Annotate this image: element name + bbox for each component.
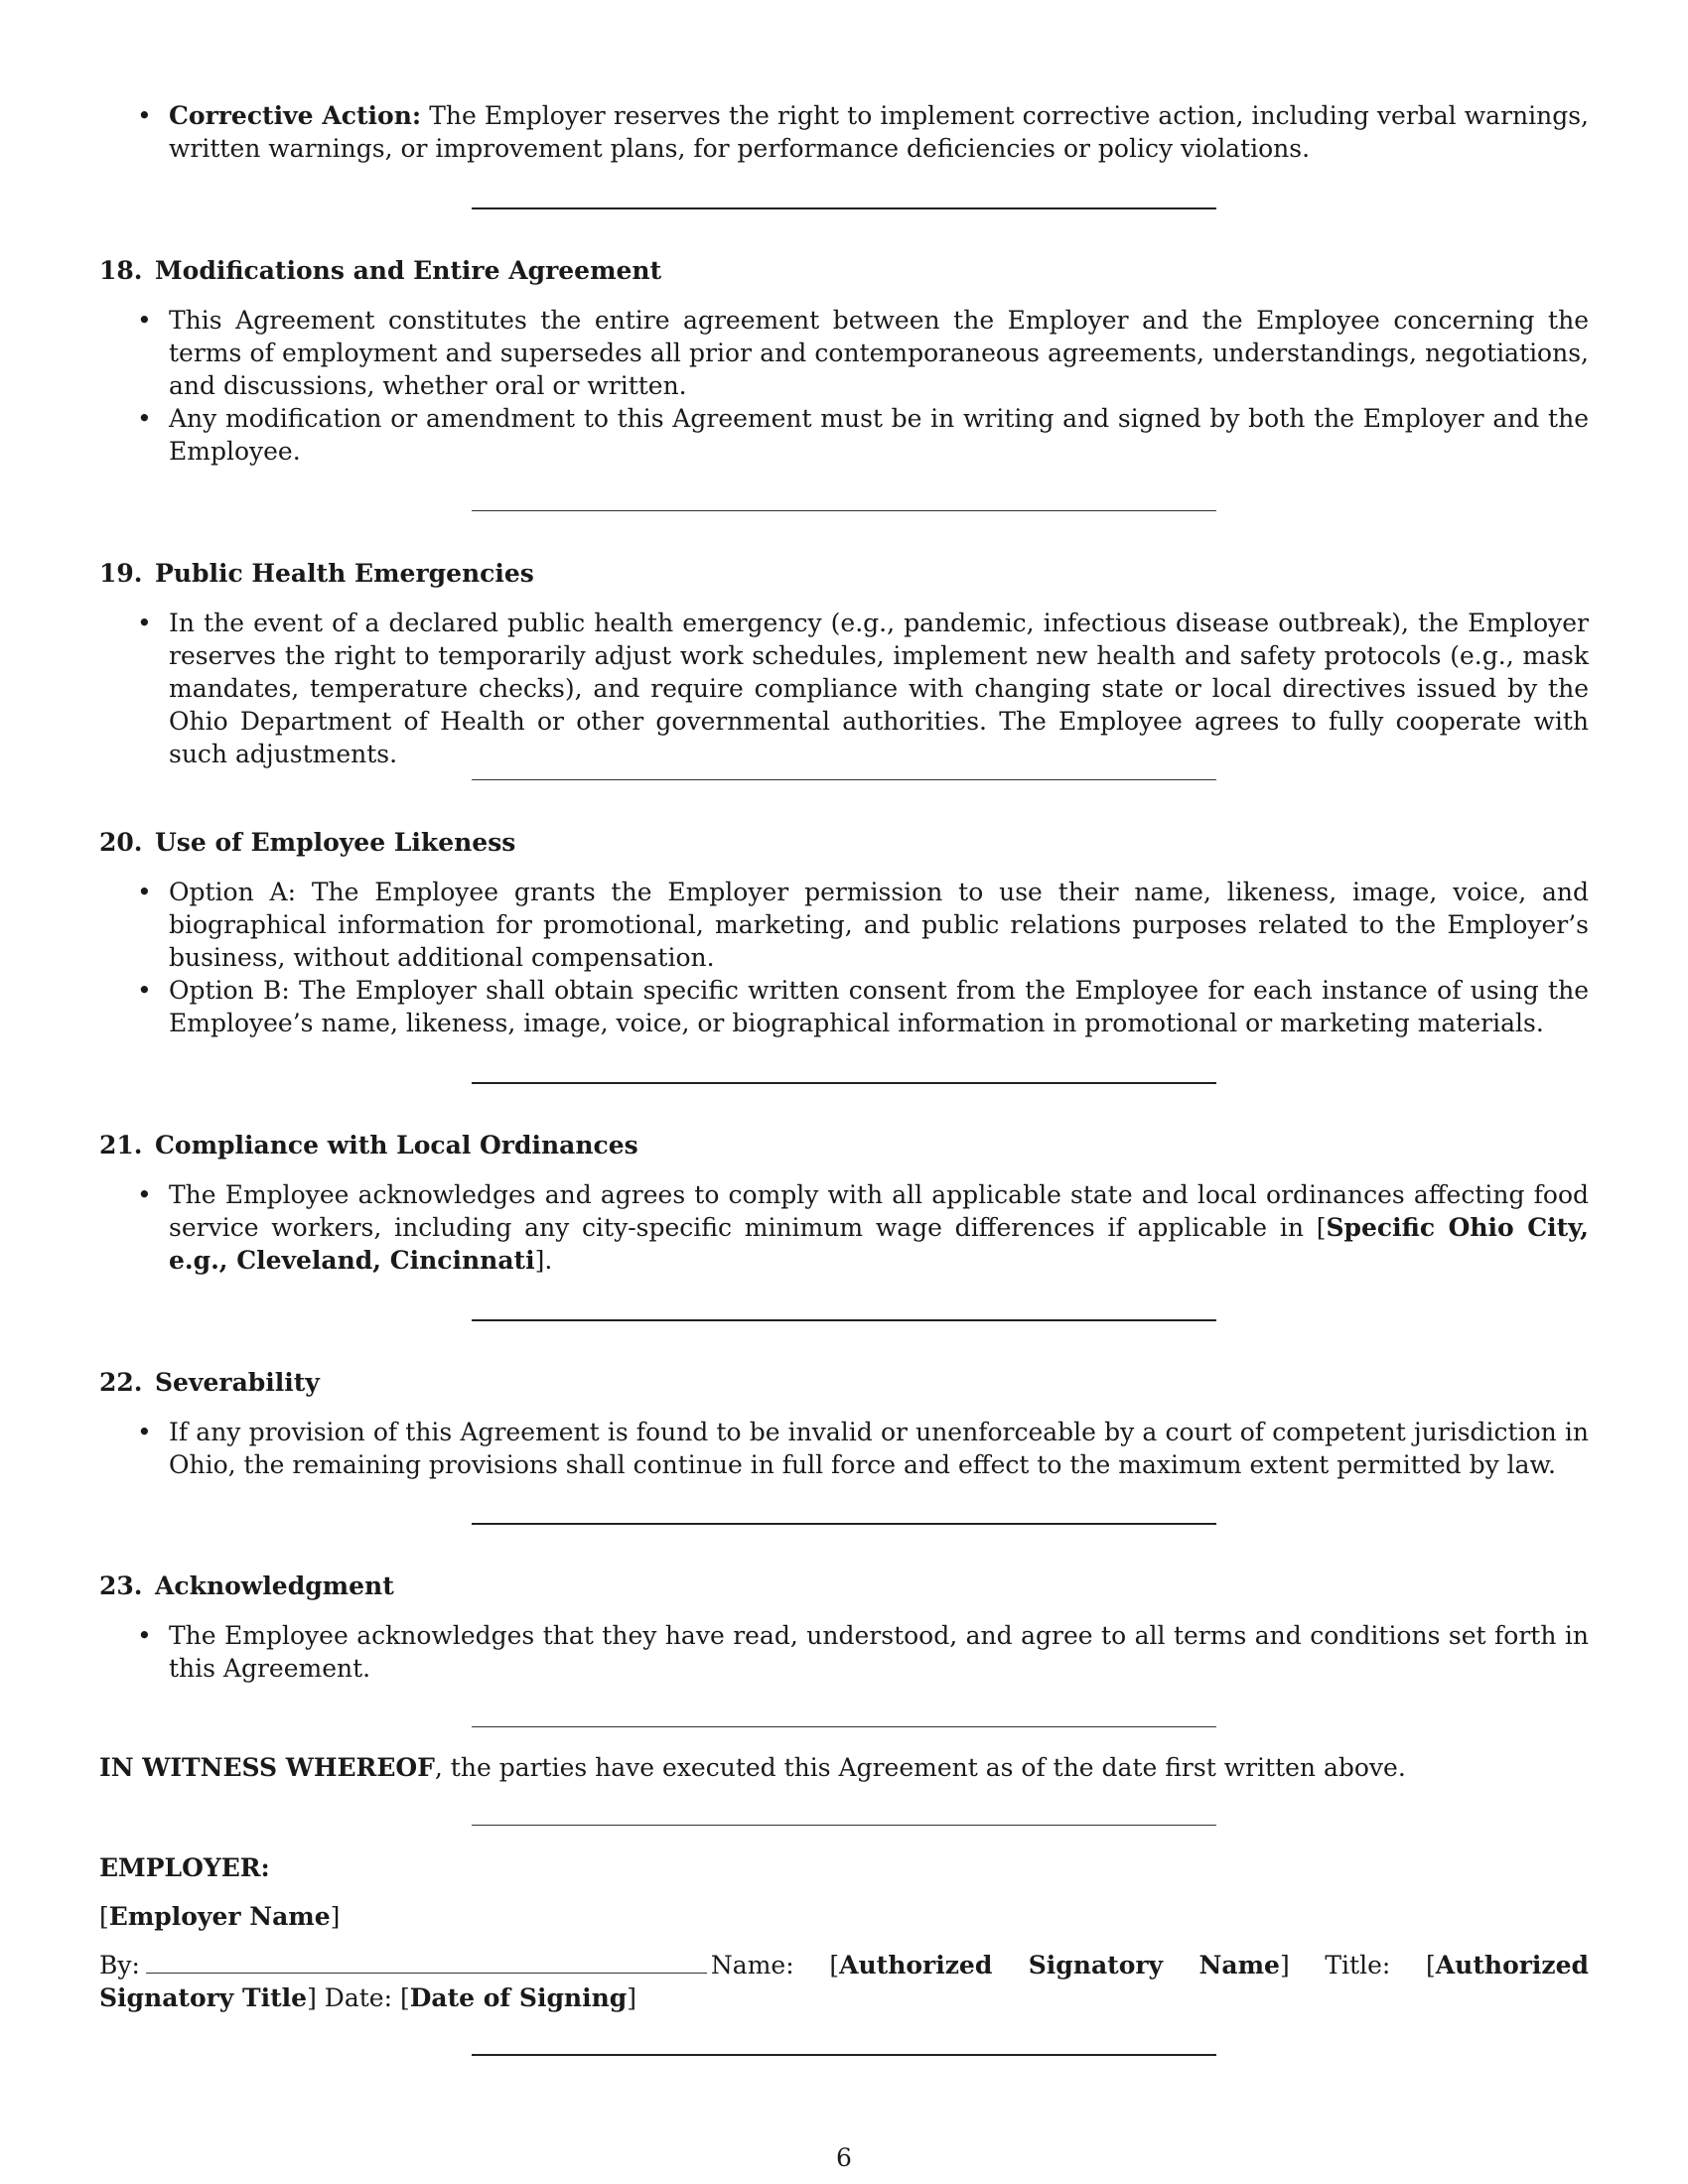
employer-name-placeholder: Employer Name [108, 1902, 331, 1931]
signature-line-block [99, 1949, 1589, 2014]
divider [472, 779, 1216, 780]
section-title: Acknowledgment [155, 1571, 394, 1600]
employer-heading [99, 1851, 1589, 1884]
signature-field[interactable] [146, 1949, 707, 1974]
section-title: Use of Employee Likeness [155, 828, 516, 857]
witness-clause [99, 1751, 1589, 1784]
section-18 [99, 254, 1589, 468]
section-number: 21. [99, 1131, 143, 1160]
city-placeholder: Specific Ohio City, e.g., Cleveland, Cincinnati [169, 1213, 1589, 1275]
bracket-close: ] [627, 1983, 637, 2012]
list-item [99, 99, 1589, 165]
item-text: The Employer reserves the right to implement corrective action, including verbal warnings, written warnings, or improvement plans, for performance deficiencies or policy violations. [169, 101, 1590, 163]
section-20 [99, 826, 1589, 1039]
list-item: • Option B: The Employer shall obtain specific written consent from the Employee for each instance of using the Employee’s name, likeness, image, voice, or biographical information in promotional or marketing materials. [99, 974, 1589, 1039]
section-number: 20. [99, 828, 143, 857]
section-17-continuation [99, 99, 1589, 165]
witness-text: , the parties have executed this Agreement as of the date first written above. [434, 1753, 1406, 1782]
divider [472, 1523, 1216, 1525]
divider [472, 1319, 1216, 1321]
divider [472, 2054, 1216, 2056]
divider [472, 1726, 1216, 1727]
list-item: • If any provision of this Agreement is found to be invalid or unenforceable by a court of competent jurisdiction in Ohio, the remaining provisions shall continue in full force and effect to the maximum extent permitted by law. [99, 1416, 1589, 1481]
item-label: Corrective Action: [169, 101, 422, 130]
section-heading [99, 254, 1589, 287]
signatory-title-placeholder: Authorized Signatory Title [99, 1951, 1589, 2012]
bracket-close: ] [330, 1902, 341, 1931]
name-label: Name: [ [710, 1951, 840, 1979]
section-number: 23. [99, 1571, 143, 1600]
date-placeholder: Date of Signing [409, 1983, 628, 2012]
list-item: • Option A: The Employee grants the Employer permission to use their name, likeness, image, voice, and biographical information for promotional, marketing, and public relations purposes related to the Employer’s business, without additional compensation. [99, 876, 1589, 974]
divider [472, 510, 1216, 511]
list-item: • The Employee acknowledges that they have read, understood, and agree to all terms and conditions set forth in this Agreement. [99, 1619, 1589, 1685]
section-title: Modifications and Entire Agreement [155, 256, 662, 285]
section-22 [99, 1366, 1589, 1481]
divider [472, 1825, 1216, 1826]
list-item [99, 1178, 1589, 1277]
list-item: • Any modification or amendment to this Agreement must be in writing and signed by both the Employer and the Employee. [99, 402, 1589, 468]
divider [472, 207, 1216, 209]
item-text: The Employee acknowledges and agrees to comply with all applicable state and local ordinances affecting food service workers, including any city-specific minimum wage differences if applicable in [ [169, 1180, 1589, 1242]
list-item: • This Agreement constitutes the entire agreement between the Employer and the Employee concerning the terms of employment and supersedes all prior and contemporaneous agreements, understandings, negotiations, and discussions, whether oral or written. [99, 304, 1589, 402]
section-number: 19. [99, 559, 143, 588]
witness-bold: IN WITNESS WHEREOF [99, 1753, 435, 1782]
section-heading [99, 557, 1589, 590]
employer-name [99, 1900, 1589, 1933]
employer-label: EMPLOYER: [99, 1853, 270, 1882]
section-21 [99, 1129, 1589, 1277]
section-title: Severability [155, 1368, 320, 1397]
item-text-end: ]. [534, 1246, 553, 1275]
section-19 [99, 557, 1589, 770]
list-item: • In the event of a declared public health emergency (e.g., pandemic, infectious disease outbreak), the Employer reserves the right to temporarily adjust work schedules, implement new health and safety protocols (e.g., mask mandates, temperature checks), and require compliance with changing state or local directives issued by the Ohio Department of Health or other governmental authorities. The Employee agrees to fully cooperate with such adjustments. [99, 607, 1589, 770]
section-title: Public Health Emergencies [155, 559, 534, 588]
section-23 [99, 1570, 1589, 1685]
section-number: 18. [99, 256, 143, 285]
page-number: 6 [836, 2143, 852, 2172]
section-heading [99, 1129, 1589, 1161]
title-label: ] Title: [ [1279, 1951, 1436, 1979]
section-title: Compliance with Local Ordinances [155, 1131, 638, 1160]
document-page [99, 0, 1589, 2184]
section-heading [99, 826, 1589, 859]
section-heading [99, 1570, 1589, 1602]
signatory-name-placeholder: Authorized Signatory Name [839, 1951, 1280, 1979]
section-heading [99, 1366, 1589, 1399]
date-label: ] Date: [ [307, 1983, 410, 2012]
section-number: 22. [99, 1368, 143, 1397]
by-label: By: [99, 1951, 140, 1979]
divider [472, 1082, 1216, 1084]
bracket-open: [ [99, 1902, 109, 1931]
